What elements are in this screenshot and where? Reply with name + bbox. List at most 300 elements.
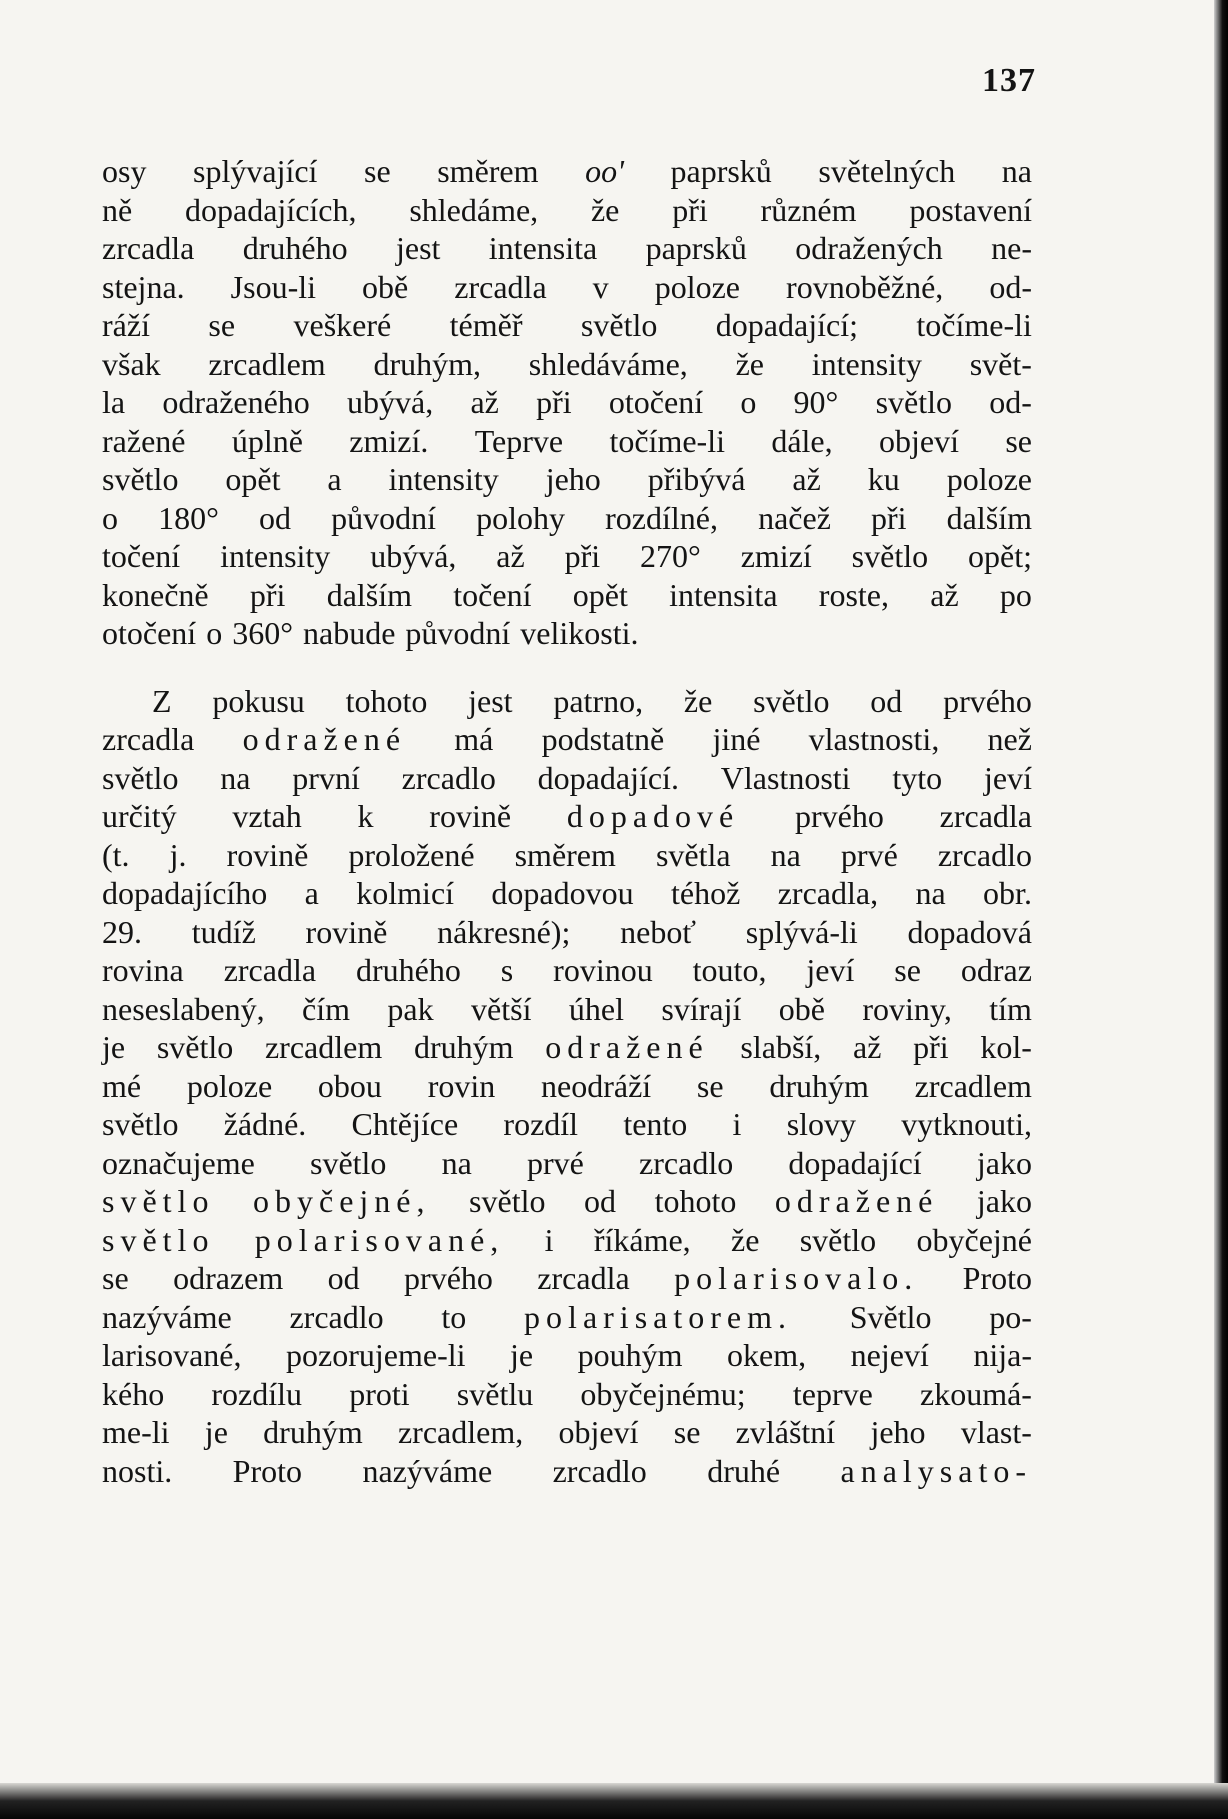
text-line xyxy=(102,759,1032,798)
text-line xyxy=(102,306,1032,345)
word: točení xyxy=(102,538,181,574)
word: analysato- xyxy=(840,1452,1032,1489)
word: i xyxy=(544,1221,554,1258)
word: zrcadlo xyxy=(552,1452,647,1489)
word: odražené xyxy=(545,1029,709,1065)
word: o xyxy=(206,615,223,651)
word: ne- xyxy=(991,230,1032,266)
word: se xyxy=(673,1414,701,1450)
word: kého xyxy=(102,1375,165,1412)
paragraph-gap xyxy=(102,653,1032,682)
text-line xyxy=(102,1221,1032,1260)
word: má xyxy=(454,721,494,757)
text-line xyxy=(102,913,1032,952)
word: obě xyxy=(778,990,825,1027)
word: je xyxy=(102,1029,126,1065)
word: se xyxy=(208,307,236,343)
word: zrcadlo xyxy=(289,1298,384,1335)
page-bottom-shadow xyxy=(0,1783,1228,1819)
word: než xyxy=(987,721,1032,757)
word: druhým, xyxy=(373,345,481,382)
text-line xyxy=(102,499,1032,538)
word: čím xyxy=(302,990,350,1027)
word: Z xyxy=(152,682,172,719)
word: směrem xyxy=(437,153,539,189)
word: otočení xyxy=(608,384,704,420)
word: se xyxy=(102,1260,129,1296)
word: opět xyxy=(572,576,628,613)
word: neodráží xyxy=(541,1067,652,1104)
word: Proto xyxy=(962,1260,1032,1296)
word: vztah xyxy=(232,798,302,834)
word: paprsků xyxy=(670,153,772,189)
word: 90° xyxy=(793,384,839,420)
word: světlo xyxy=(309,1144,387,1181)
word: načež xyxy=(758,499,831,536)
paragraph-2 xyxy=(102,682,1032,1491)
word: dopadovou xyxy=(491,875,634,911)
word: proložené xyxy=(348,836,475,873)
text-line xyxy=(102,1067,1032,1106)
word: opět xyxy=(225,461,281,497)
word: dopadající. xyxy=(537,759,679,796)
word: a xyxy=(327,461,342,497)
word: nazýváme xyxy=(362,1452,493,1489)
word: původní xyxy=(405,615,511,651)
word: světlo xyxy=(580,307,658,343)
word: se xyxy=(364,153,391,189)
word: o xyxy=(102,499,118,536)
word: pokusu xyxy=(212,682,305,719)
text-line xyxy=(102,537,1032,576)
word: při xyxy=(564,538,601,574)
word: zmizí. xyxy=(349,422,429,459)
word: při xyxy=(913,1029,949,1065)
word: me-li xyxy=(102,1414,170,1450)
word: světlo xyxy=(156,1029,234,1065)
word: dalším xyxy=(326,576,413,613)
word: po xyxy=(999,576,1032,613)
word: nazýváme xyxy=(102,1298,232,1335)
word: polarisatorem. xyxy=(524,1298,792,1335)
body-text xyxy=(102,152,1032,1490)
word: poloze xyxy=(654,268,740,305)
word: kolmicí xyxy=(356,875,455,911)
word: světlo xyxy=(875,384,953,420)
word: že xyxy=(590,191,620,228)
word: shledáme, xyxy=(409,191,539,228)
text-line xyxy=(102,797,1032,836)
word: zrcadla xyxy=(939,798,1032,834)
word: nejeví xyxy=(850,1337,929,1373)
word: přibývá xyxy=(647,461,746,497)
word: pak xyxy=(387,990,434,1027)
word: intensity xyxy=(388,461,499,497)
word: dopadajícího xyxy=(102,875,268,911)
word: nija- xyxy=(973,1337,1032,1373)
word: neseslabený, xyxy=(102,990,265,1027)
word: až xyxy=(792,461,821,497)
word: tento xyxy=(623,1106,688,1142)
word: rovinou xyxy=(553,952,653,988)
word: jiné xyxy=(712,721,761,757)
word: tohoto xyxy=(654,1183,737,1219)
word: dopadajících, xyxy=(185,191,357,228)
word: mé xyxy=(102,1067,142,1104)
word: polarisované, xyxy=(254,1221,505,1258)
word: jako xyxy=(976,1144,1032,1181)
word: zrcadlem, xyxy=(397,1414,524,1450)
word: svírají xyxy=(661,990,742,1027)
word: Chtějíce xyxy=(351,1106,459,1142)
text-line xyxy=(102,460,1032,499)
word: na xyxy=(441,1144,472,1181)
word: zrcadlo xyxy=(937,836,1032,873)
text-line xyxy=(102,576,1032,615)
word: i xyxy=(732,1106,742,1142)
word: zrcadla xyxy=(454,268,547,305)
word: na xyxy=(770,836,801,873)
word: polarisovalo. xyxy=(674,1260,919,1296)
word: dopadající xyxy=(788,1144,922,1181)
word: světlo xyxy=(799,1221,877,1258)
word: až xyxy=(930,576,959,613)
word: 180° xyxy=(158,499,219,536)
word: stejna. xyxy=(102,268,185,305)
word: na xyxy=(1001,153,1032,189)
word: odraz xyxy=(960,952,1032,988)
page-edge-shadow xyxy=(1214,0,1228,1819)
word: Teprve xyxy=(474,422,564,459)
word: nabude xyxy=(302,615,396,651)
word: obyčejnému; xyxy=(580,1375,746,1412)
word: rozdíl xyxy=(503,1106,579,1142)
word: různém xyxy=(760,191,857,228)
word: vytknouti, xyxy=(901,1106,1032,1142)
word: světlo xyxy=(102,1221,215,1258)
word: pozorujeme-li xyxy=(286,1337,466,1373)
word: určitý xyxy=(102,798,177,834)
word: kol- xyxy=(980,1029,1032,1065)
text-line xyxy=(102,1105,1032,1144)
word: druhým xyxy=(413,1029,514,1065)
word: zrcadlo xyxy=(639,1144,734,1181)
word: jeví xyxy=(806,952,855,988)
word: intensity xyxy=(220,538,331,574)
text-line xyxy=(102,614,1032,653)
word: druhým xyxy=(769,1067,869,1104)
word: od xyxy=(259,499,292,536)
word: světlo xyxy=(102,461,179,497)
text-line xyxy=(102,1413,1032,1452)
word: zrcadla, xyxy=(777,875,879,911)
word: světla xyxy=(655,836,731,873)
word: světlo xyxy=(102,1106,179,1142)
word: točíme-li xyxy=(609,422,725,459)
word: ráží xyxy=(102,307,150,343)
word: až xyxy=(853,1029,882,1065)
word: vlastnosti, xyxy=(808,721,940,757)
word: touto, xyxy=(692,952,767,988)
word: intensity xyxy=(811,345,922,382)
word: označujeme xyxy=(102,1144,255,1181)
word: od- xyxy=(989,268,1032,305)
word: zrcadlo xyxy=(401,759,496,796)
text-line xyxy=(102,1336,1032,1375)
word: okem, xyxy=(727,1337,807,1373)
word: téměř xyxy=(449,307,523,343)
text-line xyxy=(102,268,1032,307)
text-line xyxy=(102,1028,1032,1067)
word: postavení xyxy=(909,191,1032,228)
word: ubývá, xyxy=(370,538,457,574)
word: druhého xyxy=(355,952,461,988)
word: obyčejné, xyxy=(252,1183,431,1219)
word: prvé xyxy=(527,1144,584,1181)
word: úplně xyxy=(231,422,303,459)
word: larisované, xyxy=(102,1337,242,1373)
word: dopadová xyxy=(907,913,1032,950)
word: zrcadla xyxy=(102,721,195,757)
word: poloze xyxy=(946,461,1032,497)
word: rovnoběžné, xyxy=(786,268,944,305)
word: na xyxy=(220,759,251,796)
word: že xyxy=(730,1221,760,1258)
word: neboť xyxy=(620,913,696,950)
word: odražené xyxy=(774,1183,939,1219)
word: světelných xyxy=(818,153,956,189)
word: objeví xyxy=(558,1414,639,1450)
text-line xyxy=(102,422,1032,461)
word: druhým xyxy=(263,1414,363,1450)
word: zkoumá- xyxy=(919,1375,1032,1412)
word: téhož xyxy=(671,875,741,911)
word: Proto xyxy=(232,1452,303,1489)
text-line xyxy=(102,1144,1032,1183)
text-line xyxy=(102,383,1032,422)
word: se xyxy=(894,952,921,988)
text-line xyxy=(102,720,1032,759)
word: zrcadla xyxy=(102,230,195,266)
text-line xyxy=(102,1452,1032,1491)
word: od- xyxy=(989,384,1032,420)
word: roviny, xyxy=(862,990,952,1027)
word: ku xyxy=(867,461,900,497)
word: tohoto xyxy=(345,682,428,719)
word: světlo xyxy=(469,1183,546,1219)
word: splývá-li xyxy=(745,913,858,950)
word: jest xyxy=(468,682,513,719)
word: opět; xyxy=(968,538,1032,574)
word: zrcadlem xyxy=(208,345,326,382)
word: v xyxy=(592,268,609,305)
word: světlu xyxy=(456,1375,534,1412)
word: (t. xyxy=(102,836,130,873)
word: od xyxy=(870,682,903,719)
word: dalším xyxy=(946,499,1032,536)
word: oo' xyxy=(585,153,624,189)
word: že xyxy=(735,345,764,382)
word: podstatně xyxy=(541,721,665,757)
word: dále, xyxy=(771,422,833,459)
word: intensita xyxy=(488,230,598,266)
word: se xyxy=(696,1067,724,1104)
word: prvého xyxy=(795,798,884,834)
word: 270° xyxy=(640,538,701,574)
word: zrcadla xyxy=(223,952,317,988)
word: jako xyxy=(976,1183,1032,1219)
word: k xyxy=(357,798,374,834)
text-line xyxy=(102,152,1032,191)
word: proti xyxy=(349,1375,410,1412)
word: ubývá, xyxy=(347,384,434,420)
word: obě xyxy=(362,268,409,305)
word: paprsků xyxy=(645,230,747,266)
word: patrno, xyxy=(553,682,644,719)
word: Světlo xyxy=(849,1298,932,1335)
word: Jsou-li xyxy=(230,268,317,305)
text-line xyxy=(102,874,1032,913)
word: polohy xyxy=(476,499,566,536)
word: při xyxy=(672,191,708,228)
word: od xyxy=(327,1260,360,1296)
text-line xyxy=(102,836,1032,875)
word: točení xyxy=(453,576,532,613)
word: poloze xyxy=(186,1067,273,1104)
word: otočení xyxy=(102,615,197,651)
word: rovině xyxy=(226,836,309,873)
word: svět- xyxy=(969,345,1032,382)
word: jeho xyxy=(545,461,601,497)
paragraph-1 xyxy=(102,152,1032,653)
text-line xyxy=(102,229,1032,268)
word: druhého xyxy=(242,230,348,266)
word: slabší, xyxy=(740,1029,822,1065)
word: rozdílné, xyxy=(605,499,718,536)
word: druhé xyxy=(707,1452,781,1489)
text-line xyxy=(102,682,1032,721)
word: světlo xyxy=(102,1183,215,1219)
word: jest xyxy=(395,230,441,266)
word: po- xyxy=(989,1298,1032,1335)
word: odražených xyxy=(795,230,943,266)
word: intensita xyxy=(669,576,778,613)
word: se xyxy=(1005,422,1032,459)
word: vlast- xyxy=(960,1414,1032,1450)
word: obyčejné xyxy=(916,1221,1032,1258)
word: to xyxy=(441,1298,467,1335)
word: osy xyxy=(102,153,147,189)
text-line xyxy=(102,1182,1032,1221)
word: při xyxy=(536,384,572,420)
word: veškeré xyxy=(293,307,392,343)
word: rovině xyxy=(305,913,388,950)
word: světlo xyxy=(851,538,929,574)
word: nosti. xyxy=(102,1452,173,1489)
word: žádné. xyxy=(223,1106,307,1142)
word: při xyxy=(249,576,286,613)
word: shledáváme, xyxy=(528,345,688,382)
word: původní xyxy=(331,499,437,536)
text-line xyxy=(102,990,1032,1029)
word: tudíž xyxy=(191,913,256,950)
word: až xyxy=(496,538,525,574)
word: jeví xyxy=(983,759,1032,796)
word: rozdílu xyxy=(211,1375,303,1412)
word: zrcadlem xyxy=(264,1029,383,1065)
word: je xyxy=(204,1414,228,1450)
word: odraženého xyxy=(162,384,310,420)
word: zrcadlem xyxy=(914,1067,1032,1104)
word: až xyxy=(470,384,499,420)
text-line xyxy=(102,1375,1032,1414)
word: rovin xyxy=(427,1067,496,1104)
word: objeví xyxy=(878,422,959,459)
word: a xyxy=(304,875,319,911)
word: odrazem xyxy=(173,1260,284,1296)
word: směrem xyxy=(514,836,616,873)
word: tím xyxy=(989,990,1032,1027)
word: 29. xyxy=(102,913,142,950)
word: s xyxy=(500,952,514,988)
word: od xyxy=(584,1183,617,1219)
word: větší xyxy=(471,990,532,1027)
word: slovy xyxy=(786,1106,857,1142)
word: 360° xyxy=(232,615,293,651)
word: ně xyxy=(102,191,133,228)
word: nákresné); xyxy=(437,913,571,950)
word: velikosti. xyxy=(520,615,639,651)
word: tyto xyxy=(892,759,943,796)
word: prvé xyxy=(840,836,898,873)
word: o xyxy=(740,384,757,420)
word: jeho xyxy=(870,1414,926,1450)
word: prvého xyxy=(943,682,1032,719)
word: roste, xyxy=(818,576,889,613)
word: však xyxy=(102,345,161,382)
word: j. xyxy=(169,836,187,873)
word: prvého xyxy=(404,1260,493,1296)
word: ražené xyxy=(102,422,186,459)
word: úhel xyxy=(568,990,624,1027)
text-line xyxy=(102,1298,1032,1337)
text-line xyxy=(102,1259,1032,1298)
word: zmizí xyxy=(740,538,812,574)
word: splývající xyxy=(193,153,318,189)
word: při xyxy=(871,499,907,536)
word: zvláštní xyxy=(735,1414,836,1450)
word: la xyxy=(102,384,126,420)
word: konečně xyxy=(102,576,209,613)
word: zrcadla xyxy=(537,1260,630,1296)
word: točíme-li xyxy=(916,307,1032,343)
word: obou xyxy=(317,1067,382,1104)
word: na xyxy=(915,875,946,911)
word: je xyxy=(510,1337,534,1373)
word: rovina xyxy=(102,952,184,988)
word: že xyxy=(683,682,713,719)
word: světlo xyxy=(753,682,830,719)
word: první xyxy=(292,759,360,796)
text-line xyxy=(102,191,1032,230)
text-line xyxy=(102,951,1032,990)
word: dopadové xyxy=(566,798,740,834)
word: dopadající; xyxy=(715,307,858,343)
word: teprve xyxy=(792,1375,873,1412)
word: pouhým xyxy=(577,1337,683,1373)
word: říkáme, xyxy=(593,1221,691,1258)
word: Vlastnosti xyxy=(720,759,851,796)
